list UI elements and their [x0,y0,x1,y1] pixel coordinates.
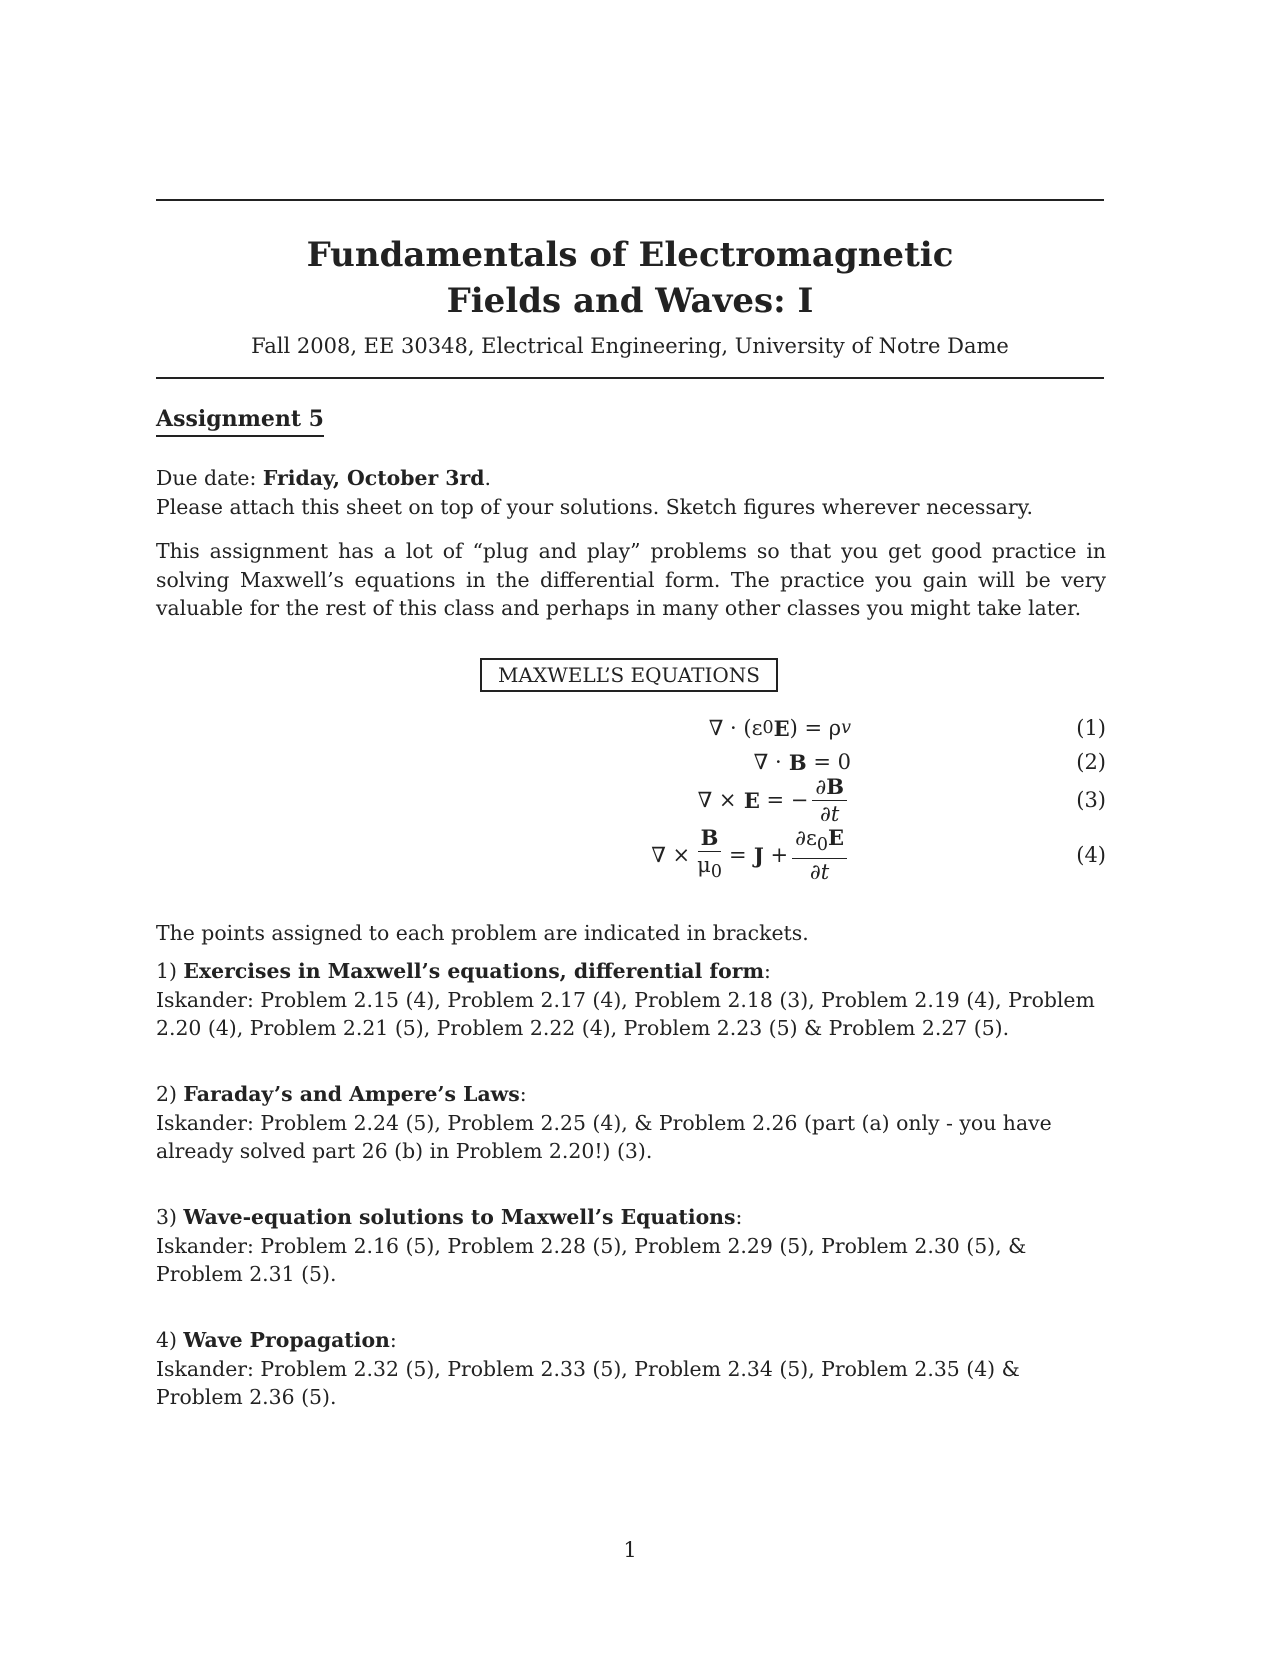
section-2-number: 2) [156,1082,184,1106]
due-period: . [484,466,491,490]
section-1-number: 1) [156,959,184,983]
maxwell-box-title: MAXWELL’S EQUATIONS [480,658,778,692]
section-3-body: Iskander: Problem 2.16 (5), Problem 2.28 (5), Problem 2.29 (5), Problem 2.30 (5), & Problem 2.31 (5). [156,1233,1027,1286]
points-note: The points assigned to each problem are indicated in brackets. [156,921,809,945]
equation-4-expr: ∇ × $\frac{B}{\mu_0}$ = J + $\frac{\partial\varepsilon_0E}{\partial t}$ [651,826,851,884]
section-4-number: 4) [156,1328,184,1352]
section-4 [156,1326,1106,1412]
section-3 [156,1203,1106,1289]
due-block [156,464,1106,521]
title-line-2: Fields and Waves: I [446,281,814,321]
equation-3 [156,771,1106,829]
section-1 [156,957,1106,1043]
equation-4 [156,826,1106,884]
section-3-colon: : [735,1205,743,1229]
equation-2-number: (2) [1076,750,1106,774]
section-2-colon: : [519,1082,527,1106]
section-1-title: Exercises in Maxwell’s equations, differential form [183,959,765,983]
intro-paragraph: This assignment has a lot of “plug and play” problems so that you get good practice in solving Maxwell’s equations in the differential form. The practice you gain will be very valuable for the rest of this class and perhaps in many other classes you might take later. [156,539,1106,620]
due-label: Due date: [156,466,263,490]
due-date: Friday, October 3rd [262,466,485,490]
page-title [156,232,1104,324]
section-2 [156,1080,1106,1166]
equation-4-fraction-right: $\frac{\partial\varepsilon_0E}{\partial t}$ [792,825,847,885]
equation-1-expr: ∇ · (ε 0 E ) = ρ v [708,715,851,741]
equation-2-expr: ∇ · B = 0 [753,749,851,775]
section-1-body: Iskander: Problem 2.15 (4), Problem 2.17 (4), Problem 2.18 (3), Problem 2.19 (4), Problem 2.20 (4), Problem 2.21 (5), Problem 2.22 (4), Problem 2.23 (5) & Problem 2.27 (5). [156,987,1095,1040]
top-rule [156,199,1104,201]
equation-3-fraction: $\frac{\partial B}{\partial t}$ [812,774,847,827]
section-1-colon: : [764,959,771,983]
bottom-rule [156,377,1104,379]
section-4-body: Iskander: Problem 2.32 (5), Problem 2.33 (5), Problem 2.34 (5), Problem 2.35 (4) & Problem 2.36 (5). [156,1356,1020,1409]
title-line-1: Fundamentals of Electromagnetic [306,235,954,275]
course-subtitle: Fall 2008, EE 30348, Electrical Engineering, University of Notre Dame [251,334,1009,358]
attach-note: Please attach this sheet on top of your solutions. Sketch figures wherever necessary. [156,494,1033,519]
equation-3-number: (3) [1076,788,1106,812]
equation-3-expr: ∇ × E = − $\frac{\partial B}{\partial t}$ [698,771,851,829]
equation-4-number: (4) [1076,843,1106,867]
section-2-title: Faraday’s and Ampere’s Laws [183,1082,520,1106]
section-2-body: Iskander: Problem 2.24 (5), Problem 2.25 (4), & Problem 2.26 (part (a) only - you have already solved part 26 (b) in Problem 2.20!) (3). [156,1110,1052,1163]
section-3-number: 3) [156,1205,184,1229]
section-4-title: Wave Propagation [183,1328,390,1352]
page-number: 1 [623,1538,637,1562]
equation-4-fraction-left: $\frac{B}{\mu_0}$ [697,824,722,883]
section-4-colon: : [389,1328,397,1352]
assignment-heading: Assignment 5 [156,406,324,437]
equation-1-number: (1) [1076,716,1106,740]
section-3-title: Wave-equation solutions to Maxwell’s Equations [183,1205,736,1229]
